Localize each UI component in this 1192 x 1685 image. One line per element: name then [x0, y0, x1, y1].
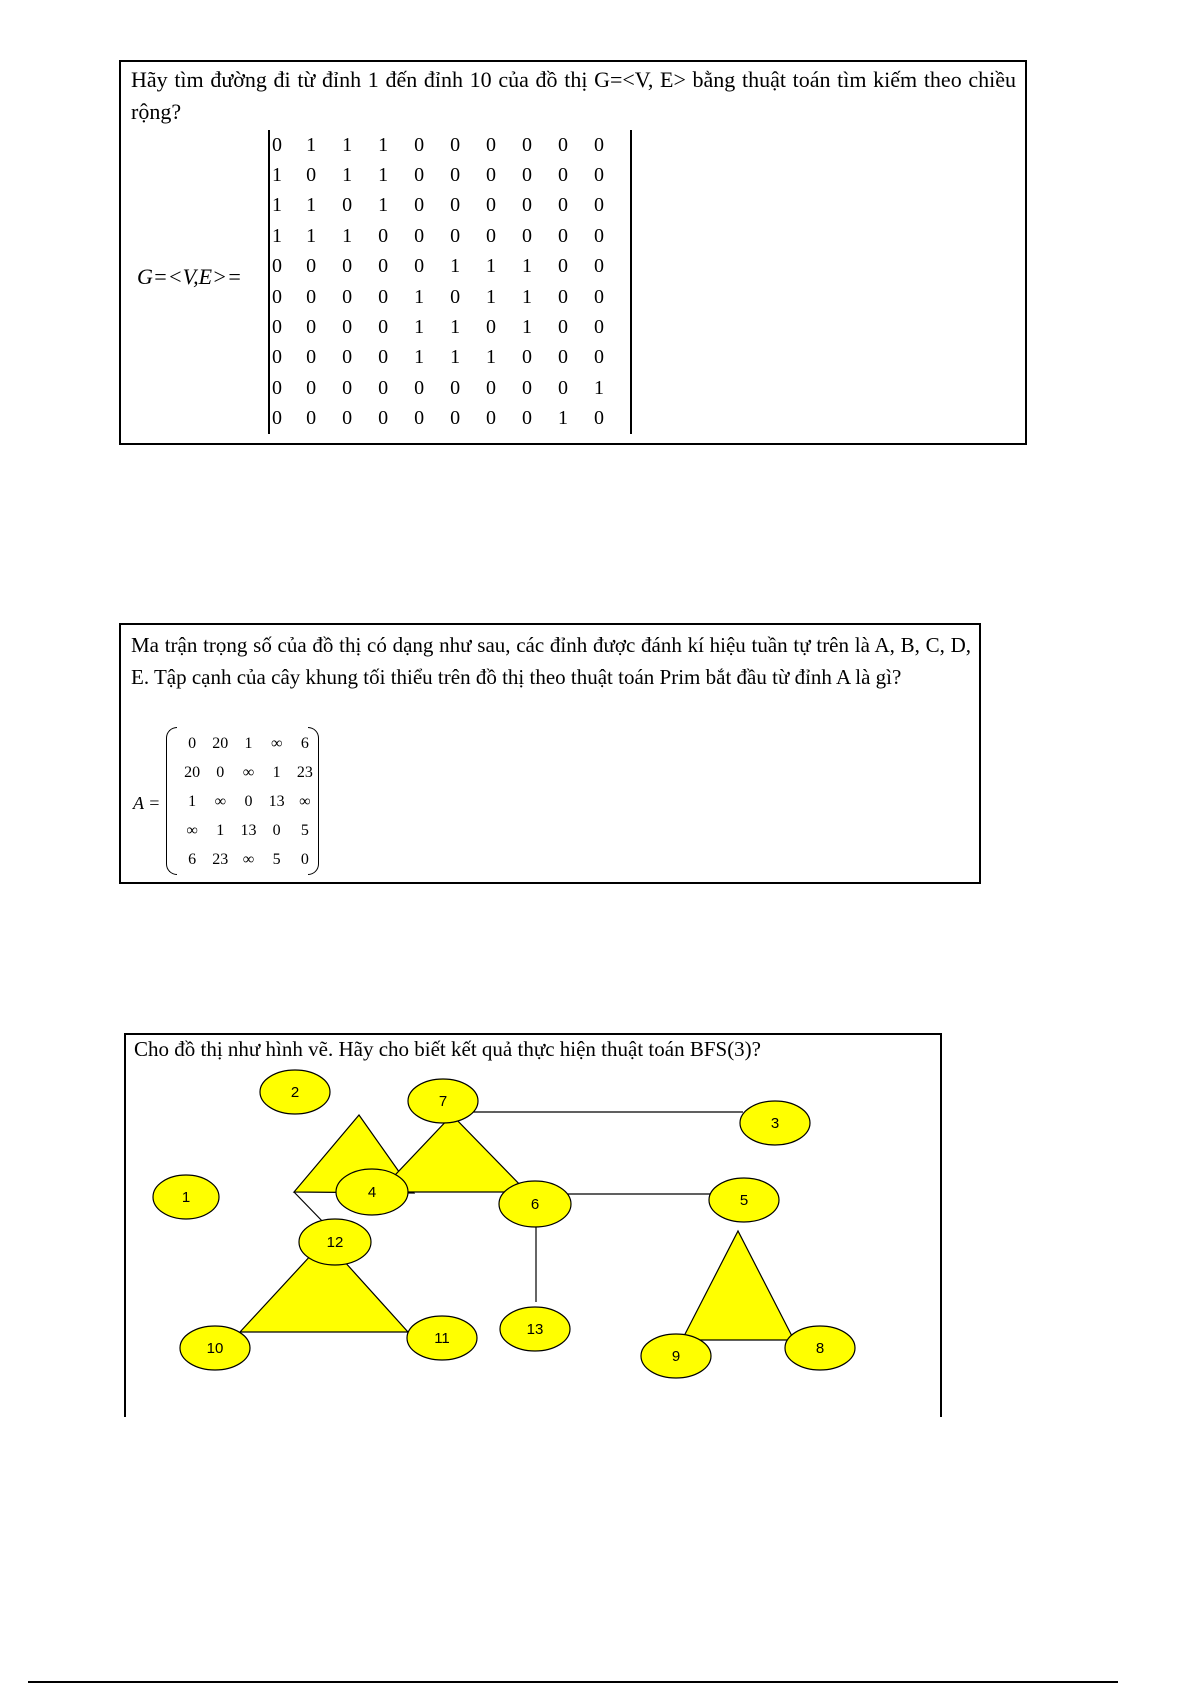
matrix-1-cell: 1 — [306, 194, 317, 217]
matrix-2-cell: 1 — [272, 763, 281, 781]
matrix-1-cell: 0 — [342, 376, 353, 399]
matrix-1-cell: 0 — [272, 285, 282, 308]
matrix-1-cell: 0 — [486, 316, 497, 339]
matrix-1-cell: 0 — [486, 224, 497, 247]
matrix-1-cell: 0 — [558, 255, 569, 278]
matrix-1-cell: 1 — [272, 194, 282, 217]
matrix-1-cell: 0 — [594, 224, 604, 247]
matrix-1-cell: 0 — [594, 346, 604, 369]
matrix-1-cell: 0 — [306, 346, 317, 369]
matrix-1-cell: 1 — [594, 376, 604, 399]
node-8 — [785, 1326, 855, 1370]
matrix-1-cell: 1 — [342, 164, 353, 187]
matrix-1-cell: 0 — [594, 255, 604, 278]
matrix-1-cell: 0 — [378, 224, 389, 247]
matrix-1-cell: 1 — [272, 164, 282, 187]
matrix-2-cell: 20 — [212, 734, 229, 752]
matrix-1-cell: 0 — [378, 407, 389, 430]
matrix-1-cell: 0 — [272, 133, 282, 156]
matrix-2-row — [178, 787, 319, 816]
matrix-2-cell: ∞ — [242, 850, 255, 868]
matrix-1-cell: 1 — [414, 346, 425, 369]
node-9 — [641, 1334, 711, 1378]
adjacency-matrix — [268, 130, 632, 434]
matrix-1-cell: 1 — [522, 255, 533, 278]
matrix-1-row — [270, 312, 630, 342]
matrix-1-cell: 1 — [414, 316, 425, 339]
matrix-1-cell: 0 — [414, 376, 425, 399]
matrix-1-cell: 0 — [594, 194, 604, 217]
matrix-1-label: G=<V,E>= — [137, 264, 242, 289]
matrix-1-cell: 0 — [306, 316, 317, 339]
matrix-1-cell: 0 — [342, 194, 353, 217]
matrix-2-cell: 1 — [244, 734, 253, 752]
matrix-1-cell: 0 — [558, 316, 569, 339]
node-2-label: 2 — [290, 1084, 300, 1101]
matrix-2-cell: ∞ — [214, 792, 226, 810]
matrix-1-cell: 0 — [414, 164, 425, 187]
matrix-1-cell: 1 — [342, 133, 353, 156]
matrix-1-cell: 0 — [272, 255, 282, 278]
node-6 — [499, 1181, 571, 1227]
matrix-1-cell: 0 — [594, 164, 604, 187]
matrix-1-cell: 0 — [522, 376, 533, 399]
matrix-2-cell: ∞ — [299, 792, 311, 810]
matrix-1-cell: 0 — [272, 376, 282, 399]
matrix-2-cell: 5 — [272, 850, 281, 868]
matrix-1-cell: 0 — [306, 376, 317, 399]
matrix-1-cell: 1 — [378, 164, 389, 187]
matrix-1-row — [270, 404, 630, 434]
matrix-2-cell: 0 — [300, 850, 309, 868]
matrix-1-cell: 0 — [342, 255, 353, 278]
matrix-1-cell: 1 — [558, 407, 569, 430]
node-10-label: 10 — [206, 1340, 224, 1357]
graph-figure — [126, 1035, 944, 1419]
left-paren — [166, 727, 177, 875]
matrix-1-cell: 0 — [450, 407, 461, 430]
matrix-1-cell: 1 — [378, 133, 389, 156]
question-3-text: Cho đồ thị như hình vẽ. Hãy cho biết kết quả thực hiện thuật toán BFS(3)? — [134, 1037, 761, 1061]
node-9-label: 9 — [671, 1348, 681, 1365]
matrix-1-cell: 0 — [378, 376, 389, 399]
matrix-1-cell: 1 — [414, 285, 425, 308]
matrix-2-row — [178, 816, 319, 845]
node-1 — [153, 1175, 219, 1219]
matrix-1-cell: 0 — [522, 224, 533, 247]
matrix-1-cell: 0 — [486, 194, 497, 217]
edge-1-12 — [294, 1192, 326, 1225]
matrix-1-cell: 0 — [378, 255, 389, 278]
question-2-box — [119, 623, 981, 884]
right-paren — [308, 727, 319, 875]
matrix-2-cell: 20 — [184, 763, 201, 781]
matrix-1-cell: 0 — [414, 194, 425, 217]
matrix-2-cell: ∞ — [270, 734, 283, 752]
matrix-1-cell: 0 — [522, 133, 533, 156]
matrix-1-cell: 0 — [414, 133, 425, 156]
matrix-2-cell: 0 — [244, 792, 253, 810]
matrix-1-cell: 0 — [272, 316, 282, 339]
matrix-1-cell: 0 — [306, 285, 317, 308]
node-3-label: 3 — [770, 1115, 780, 1132]
matrix-1-cell: 0 — [342, 407, 353, 430]
matrix-1-cell: 1 — [522, 316, 533, 339]
matrix-1-cell: 0 — [558, 346, 569, 369]
triangle-9-8-5 — [682, 1231, 794, 1340]
matrix-2-cell: 0 — [272, 821, 281, 839]
matrix-1-row — [270, 160, 630, 190]
matrix-2-cell: 6 — [300, 734, 309, 752]
matrix-1-cell: 1 — [486, 255, 497, 278]
node-2 — [260, 1070, 330, 1114]
matrix-1-cell: 0 — [486, 133, 497, 156]
weight-matrix — [166, 727, 319, 875]
matrix-1-row — [270, 373, 630, 403]
matrix-1-row — [270, 282, 630, 312]
matrix-2-cell: 0 — [216, 763, 225, 781]
question-1-box — [119, 60, 1027, 445]
node-11-label: 11 — [434, 1330, 450, 1347]
matrix-1-cell: 0 — [342, 285, 353, 308]
matrix-1-cell: 0 — [306, 164, 317, 187]
matrix-1-cell: 0 — [450, 376, 461, 399]
node-8-label: 8 — [815, 1340, 825, 1357]
matrix-1-cell: 0 — [486, 164, 497, 187]
matrix-1-cell: 0 — [486, 376, 497, 399]
matrix-1-cell: 0 — [450, 224, 461, 247]
matrix-1-cell: 1 — [486, 346, 497, 369]
matrix-1-cell: 1 — [306, 133, 317, 156]
node-3 — [740, 1101, 810, 1145]
matrix-2-row — [178, 845, 319, 874]
node-4 — [336, 1169, 408, 1215]
matrix-1-cell: 0 — [342, 316, 353, 339]
matrix-2-cell: 0 — [188, 734, 197, 752]
matrix-2-row — [178, 758, 319, 787]
matrix-2-cell: 23 — [296, 763, 313, 781]
matrix-2-cell: ∞ — [242, 763, 255, 781]
matrix-1-cell: 0 — [378, 316, 389, 339]
question-1-text: Hãy tìm đường đi từ đỉnh 1 đến đỉnh 10 của đồ thị G=<V, E> bằng thuật toán tìm kiếm theo chiều rộng? — [131, 67, 1016, 124]
matrix-1-cell: 0 — [486, 407, 497, 430]
matrix-1-cell: 0 — [522, 346, 533, 369]
matrix-2-cell: 6 — [188, 850, 197, 868]
matrix-1-row — [270, 221, 630, 251]
matrix-2-cell: 13 — [240, 821, 257, 839]
matrix-1-cell: 0 — [378, 346, 389, 369]
matrix-1-cell: 1 — [272, 224, 282, 247]
matrix-2-cell: 5 — [300, 821, 309, 839]
matrix-1-cell: 0 — [558, 194, 569, 217]
matrix-1-cell: 0 — [558, 164, 569, 187]
matrix-1-cell: 0 — [414, 407, 425, 430]
matrix-1-cell: 0 — [414, 255, 425, 278]
matrix-1-cell: 0 — [450, 164, 461, 187]
matrix-1-row — [270, 130, 630, 160]
matrix-1-cell: 0 — [558, 224, 569, 247]
matrix-1-cell: 0 — [414, 224, 425, 247]
matrix-2-row — [178, 729, 319, 758]
matrix-1-cell: 0 — [594, 285, 604, 308]
matrix-1-cell: 0 — [306, 255, 317, 278]
node-1-label: 1 — [181, 1189, 191, 1206]
question-2-text: Ma trận trọng số của đồ thị có dạng như sau, các đỉnh được đánh kí hiệu tuần tự trên là A, B, C, D, E. Tập cạnh của cây khung tối thiểu trên đồ thị theo thuật toán Prim bắt đầu từ đỉnh A là gì? — [131, 633, 971, 689]
matrix-2-cell: 1 — [188, 792, 197, 810]
node-7-label: 7 — [438, 1093, 448, 1110]
matrix-1-cell: 0 — [378, 285, 389, 308]
matrix-1-cell: 1 — [522, 285, 533, 308]
matrix-1-cell: 1 — [450, 346, 461, 369]
matrix-1-cell: 1 — [378, 194, 389, 217]
matrix-1-cell: 0 — [272, 407, 282, 430]
matrix-1-cell: 0 — [558, 133, 569, 156]
matrix-1-cell: 1 — [450, 316, 461, 339]
node-12 — [299, 1219, 371, 1265]
matrix-1-row — [270, 252, 630, 282]
matrix-2-cell: 13 — [268, 792, 285, 810]
matrix-1-cell: 0 — [558, 285, 569, 308]
matrix-1-cell: 1 — [450, 255, 461, 278]
matrix-1-cell: 0 — [522, 164, 533, 187]
matrix-1-cell: 0 — [450, 194, 461, 217]
matrix-1-cell: 0 — [594, 407, 604, 430]
node-4-label: 4 — [367, 1184, 377, 1201]
question-3-box — [124, 1033, 942, 1417]
matrix-1-cell: 0 — [594, 316, 604, 339]
matrix-1-cell: 0 — [594, 133, 604, 156]
matrix-1-row — [270, 191, 630, 221]
node-6-label: 6 — [530, 1196, 540, 1213]
node-13 — [500, 1307, 570, 1351]
matrix-1-cell: 0 — [306, 407, 317, 430]
matrix-1-cell: 0 — [450, 133, 461, 156]
matrix-1-cell: 1 — [486, 285, 497, 308]
node-10 — [180, 1326, 250, 1370]
matrix-1-cell: 0 — [522, 407, 533, 430]
matrix-2-cell: ∞ — [186, 821, 198, 839]
footer-rule — [28, 1681, 1118, 1683]
matrix-2-label: A = — [133, 793, 161, 813]
matrix-1-cell: 0 — [342, 346, 353, 369]
node-12-label: 12 — [326, 1234, 344, 1251]
node-7 — [408, 1079, 478, 1123]
matrix-1-cell: 1 — [306, 224, 317, 247]
matrix-1-cell: 0 — [522, 194, 533, 217]
matrix-1-cell: 0 — [450, 285, 461, 308]
node-13-label: 13 — [526, 1321, 544, 1338]
matrix-2-cell: 23 — [212, 850, 229, 868]
node-5 — [709, 1178, 779, 1222]
node-5-label: 5 — [739, 1192, 749, 1209]
node-11 — [407, 1316, 477, 1360]
matrix-1-cell: 1 — [342, 224, 353, 247]
matrix-1-cell: 0 — [272, 346, 282, 369]
matrix-1-row — [270, 343, 630, 373]
matrix-2-cell: 1 — [216, 821, 225, 839]
matrix-1-cell: 0 — [558, 376, 569, 399]
